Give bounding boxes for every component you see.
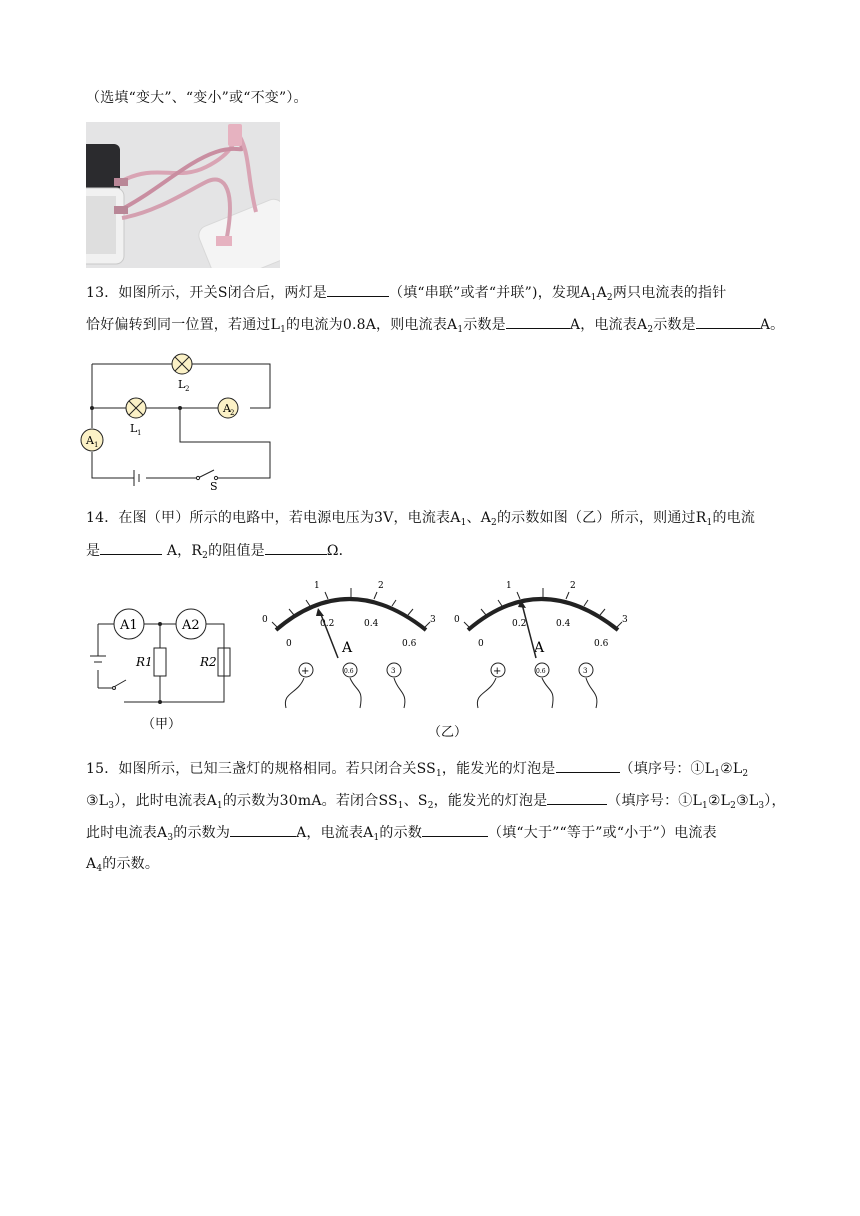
q13-blank-3[interactable] [696,314,760,329]
q13-blank-2[interactable] [506,314,570,329]
q15-line-4: $A_4$的示数。 [86,856,160,874]
svg-text:（甲）: （甲） [142,717,182,732]
svg-text:（乙）: （乙） [428,725,468,740]
ammeter-a1-icon [114,609,144,639]
svg-text:A: A [223,402,231,415]
q14-meters-yi [258,574,638,740]
q14-blank-1[interactable] [100,540,162,555]
lamp-L1-icon [126,398,146,418]
svg-text:0: 0 [454,615,460,625]
svg-text:3: 3 [430,615,436,625]
meter-right [454,581,628,708]
terminal-plus-icon [299,663,313,677]
ammeter-A2-icon [218,398,238,418]
q15-line-2: $③L_3$），此时电流表$A_1$的示数为30mA。若闭合$SS_1$、$S_2$，能发光的灯泡是 （填序号：$①L_1②L_2③L_3$）， [86,790,786,816]
svg-text:0: 0 [478,639,484,649]
svg-text:0: 0 [286,639,292,649]
svg-text:0.6: 0.6 [536,668,546,675]
q12-tail-text: （选填“变大”、“变小”或“不变”）。 [86,90,308,106]
q13-blank-1[interactable] [327,282,389,297]
svg-text:A: A [342,640,353,656]
svg-text:1: 1 [137,429,142,437]
svg-text:0.2: 0.2 [320,619,335,629]
svg-text:1: 1 [314,581,320,591]
ammeter-A1-icon [81,429,103,451]
svg-text:A: A [534,640,545,656]
q15-blank-1[interactable] [556,758,620,773]
svg-text:0.4: 0.4 [556,619,571,629]
svg-text:0.4: 0.4 [364,619,379,629]
svg-text:L: L [178,378,186,391]
svg-text:A1: A1 [120,618,138,633]
svg-text:2: 2 [185,385,190,393]
q15-line-3: 此时电流表$A_3$的示数为 A，电流表$A_1$的示数 （填“大于”“等于”或“小于”）电流表 [86,822,717,848]
q13-line-1: 13．如图所示，开关S闭合后，两灯是 （填“串联”或者“并联”)，发现$A_1A_2$两只电流表的指针 [86,282,726,308]
svg-text:1: 1 [506,581,512,591]
svg-text:0.6: 0.6 [594,639,609,649]
q13-line-2: 恰好偏转到同一位置，若通过$L_1$的电流为0.8A，则电流表$A_1$示数是 A，电流表$A_2$示数是 A。 [86,314,784,340]
svg-text:S: S [210,480,218,493]
svg-text:2: 2 [378,581,384,591]
q13-circuit [78,344,278,496]
q14-line-1: 14．在图（甲）所示的电路中，若电源电压为3V，电流表$A_1$、$A_2$的示数如图（乙）所示，则通过$R_1$的电流 [86,510,756,528]
svg-text:R1: R1 [136,655,153,669]
svg-text:3: 3 [622,615,628,625]
q14-blank-2[interactable] [265,540,327,555]
q15-blank-3[interactable] [230,822,296,837]
svg-text:0.6: 0.6 [402,639,417,649]
svg-text:L: L [130,422,138,435]
ammeter-a2-icon [176,609,206,639]
svg-text:0: 0 [262,615,268,625]
meter-left [262,581,436,708]
svg-text:+: + [493,666,502,677]
svg-text:R2: R2 [200,655,217,669]
svg-text:+: + [301,666,310,677]
q15-blank-2[interactable] [547,790,607,805]
q15-line-1: 15．如图所示，已知三盏灯的规格相同。若只闭合关$SS_1$，能发光的灯泡是 （填序号：$①L_1②L_2$ [86,758,748,784]
svg-text:A: A [86,434,94,447]
q12-cable-photo [86,122,280,268]
svg-text:A2: A2 [182,618,200,633]
svg-text:1: 1 [94,441,99,449]
svg-text:2: 2 [570,581,576,591]
svg-text:2: 2 [230,409,235,417]
svg-text:3: 3 [583,667,588,675]
q14-circuit-jia [84,604,244,736]
lamp-L2-icon [172,354,192,374]
svg-text:3: 3 [391,667,396,675]
q14-line-2: 是 A，$R_2$的阻值是 Ω． [86,540,353,566]
svg-text:0.6: 0.6 [344,668,354,675]
q15-blank-4[interactable] [422,822,488,837]
svg-text:0.2: 0.2 [512,619,527,629]
